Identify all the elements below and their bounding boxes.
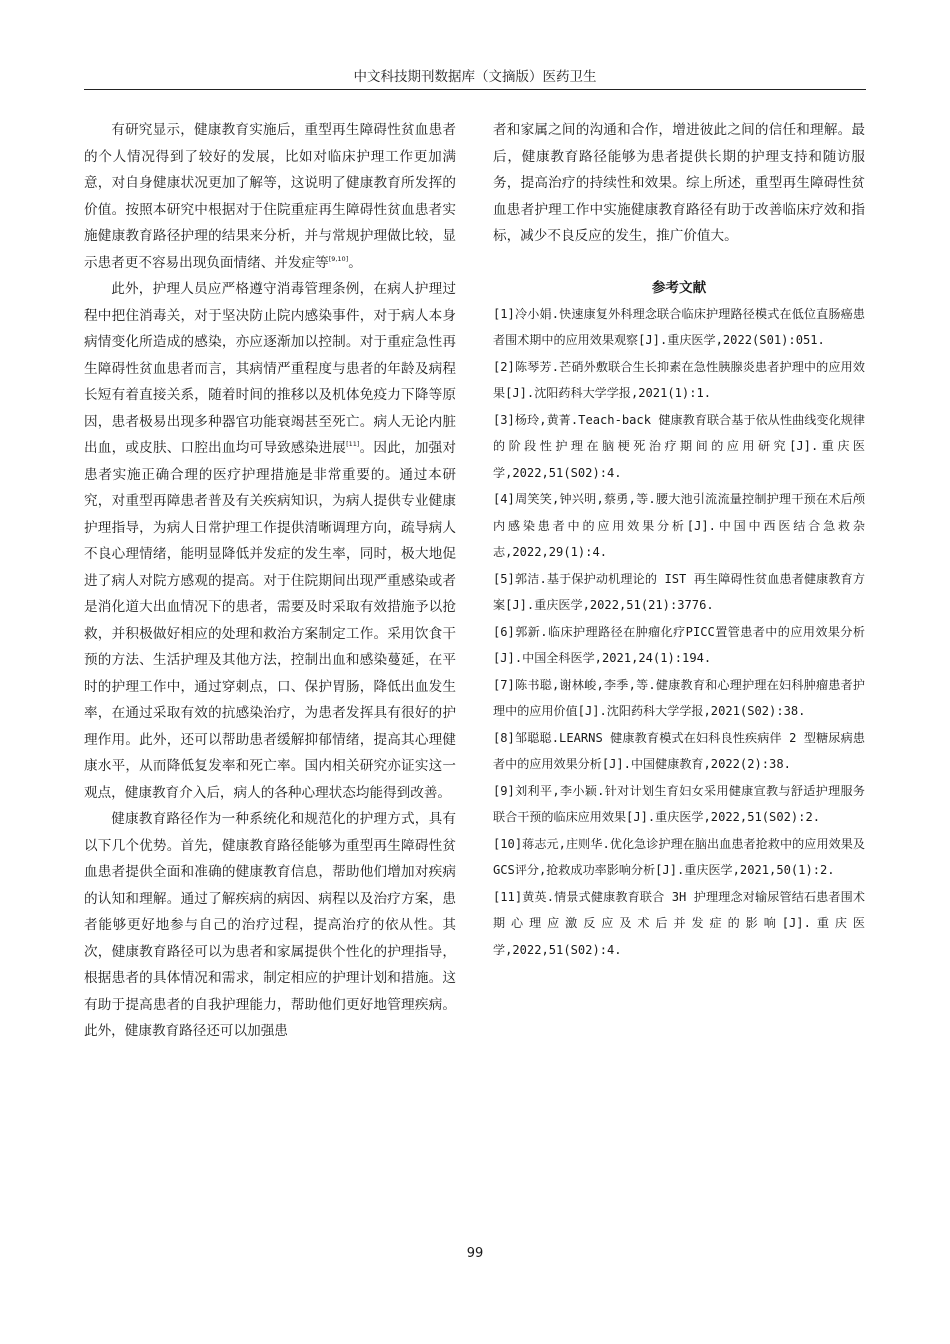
references-heading: 参考文献 (651, 279, 707, 296)
reference-item-1: [1]冷小娟.快速康复外科理念联合临床护理路径模式在低位直肠癌患者围术期中的应用效果观察[J].重庆医学,2022(S01):051. (493, 306, 865, 347)
reference-item-6: [6]郭新.临床护理路径在肿瘤化疗PICC置管患者中的应用效果分析[J].中国全科医学,2021,24(1):194. (493, 624, 865, 665)
right-column (493, 117, 865, 963)
page-number: 99 (466, 1246, 484, 1261)
reference-item-4: [4]周笑笑,钟兴明,蔡勇,等.腰大池引流流量控制护理干预在术后颅内感染患者中的应用效果分析[J].中国中西医结合急救杂志,2022,29(1):4. (493, 492, 865, 559)
citation-9-10[interactable]: [9,10] (328, 254, 349, 263)
reference-item-9: [9]刘利平,李小颖.针对计划生育妇女采用健康宣教与舒适护理服务联合干预的临床应用效果[J].重庆医学,2022,51(S02):2. (493, 783, 865, 824)
header-rule (84, 89, 866, 90)
paragraph-1-text: 有研究显示，健康教育实施后，重型再生障碍性贫血患者的个人情况得到了较好的发展，比如对临床护理工作更加满意，对自身健康状况更加了解等，这说明了健康教育所发挥的价值。按照本研究中根据对于住院重症再生障碍性贫血患者实施健康教育路径护理的结果来分析，并与常规护理做比较，显示患者更不容易出现负面情绪、并发症等 (84, 122, 456, 271)
reference-item-3: [3]杨玲,黄菁.Teach-back 健康教育联合基于依从性曲线变化规律的阶段性护理在脑梗死治疗期间的应用研究[J].重庆医学,2022,51(S02):4. (493, 412, 865, 480)
reference-item-2: [2]陈琴芳.芒硝外敷联合生长抑素在急性胰腺炎患者护理中的应用效果[J].沈阳药科大学学报,2021(1):1. (493, 359, 865, 400)
paragraph-1 (84, 117, 456, 276)
citation-11[interactable]: [11] (346, 440, 360, 448)
reference-item-10: [10]蒋志元,庄则华.优化急诊护理在脑出血患者抢救中的应用效果及GCS评分,抢救成功率影响分析[J].重庆医学,2021,50(1):2. (493, 836, 865, 877)
reference-list (493, 301, 865, 964)
paragraph-3-continuation: 者和家属之间的沟通和合作，增进彼此之间的信任和理解。最后，健康教育路径能够为患者提供长期的护理支持和随访服务，提高治疗的持续性和效果。综上所述，重型再生障碍性贫血患者护理工作中实施健康教育路径有助于改善临床疗效和指标，减少不良反应的发生，推广价值大。 (493, 122, 865, 244)
reference-item-11: [11]黄英.情景式健康教育联合 3H 护理理念对输尿管结石患者围术期心理应激反应及术后并发症的影响[J].重庆医学,2022,51(S02):4. (493, 889, 865, 957)
reference-item-7: [7]陈书聪,谢林峻,李季,等.健康教育和心理护理在妇科肿瘤患者护理中的应用价值[J].沈阳药科大学学报,2021(S02):38. (493, 677, 865, 718)
left-column (84, 117, 456, 1045)
reference-item-8: [8]邹聪聪.LEARNS 健康教育模式在妇科良性疾病伴 2 型糖尿病患者中的应用效果分析[J].中国健康教育,2022(2):38. (493, 730, 865, 771)
paragraph-2 (84, 276, 456, 806)
paragraph-3-text: 健康教育路径作为一种系统化和规范化的护理方式，具有以下几个优势。首先，健康教育路径能够为重型再生障碍性贫血患者提供全面和准确的健康教育信息，帮助他们增加对疾病的认知和理解。通过了解疾病的病因、病程以及治疗方案，患者能够更好地参与自己的治疗过程，提高治疗的依从性。其次，健康教育路径可以为患者和家属提供个性化的护理指导，根据患者的具体情况和需求，制定相应的护理计划和措施。这有助于提高患者的自我护理能力，帮助他们更好地管理疾病。此外，健康教育路径还可以加强患 (84, 811, 456, 1039)
reference-item-5: [5]郭洁.基于保护动机理论的 IST 再生障碍性贫血患者健康教育方案[J].重庆医学,2022,51(21):3776. (493, 571, 865, 612)
paragraph-3 (84, 806, 456, 1045)
paragraph-1-tail: 。 (348, 254, 362, 271)
running-header: 中文科技期刊数据库（文摘版）医药卫生 (353, 69, 597, 85)
paragraph-2-text-b: 。因此，加强对患者实施正确合理的医疗护理措施是非常重要的。通过本研究，对重型再障患者普及有关疾病知识，为病人提供专业健康护理指导，为病人日常护理工作提供清晰调理方向，疏导病人不良心理情绪，能明显降低并发症的发生率，同时，极大地促进了病人对院方感观的提高。对于住院期间出现严重感染或者是消化道大出血情况下的患者，需要及时采取有效措施予以抢救，并积极做好相应的处理和救治方案制定工作。采用饮食干预的方法、生活护理及其他方法，控制出血和感染蔓延，在平时的护理工作中，通过穿刺点，口、保护胃肠，降低出血发生率，在通过采取有效的抗感染治疗，为患者发挥具有很好的护理作用。此外，还可以帮助患者缓解抑郁情绪，提高其心理健康水平，从而降低复发率和死亡率。国内相关研究亦证实这一观点，健康教育介入后，病人的各种心理状态均能得到改善。 (84, 440, 456, 801)
paragraph-2-text-a: 此外，护理人员应严格遵守消毒管理条例，在病人护理过程中把住消毒关，对于坚决防止院内感染事件，对于病人本身病情变化所造成的感染，亦应逐渐加以控制。对于重症急性再生障碍性贫血患者而言，其病情严重程度与患者的年龄及病程长短有着直接关系，随着时间的推移以及机体免疫力下降等原因，患者极易出现多种器官功能衰竭甚至死亡。病人无论内脏出血，或皮肤、口腔出血均可导致感染进展 (84, 281, 456, 456)
